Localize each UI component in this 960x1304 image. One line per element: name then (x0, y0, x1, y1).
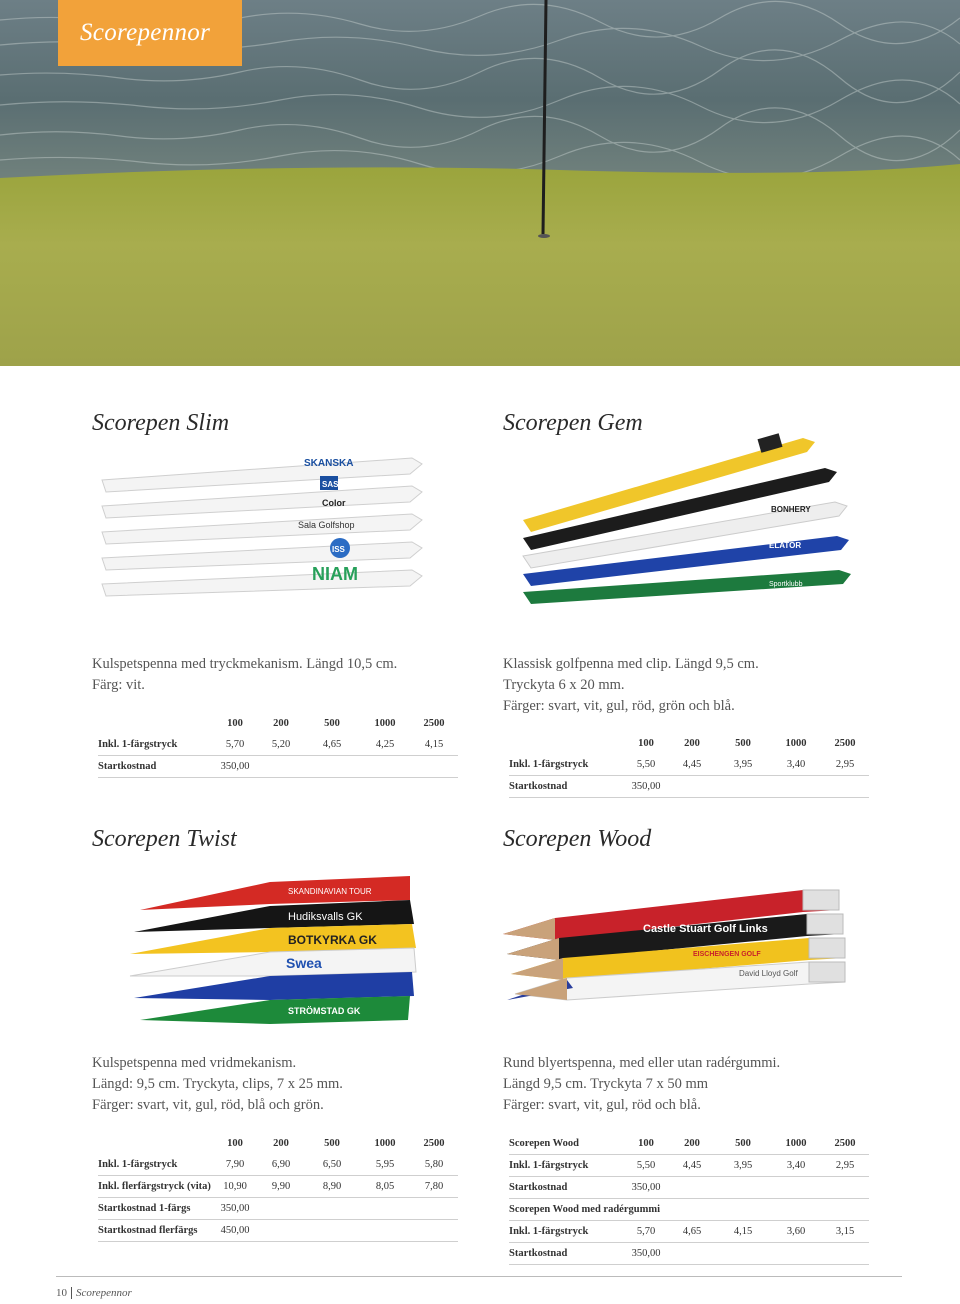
table-cell: 5,50 (623, 1155, 669, 1177)
table-cell (821, 776, 869, 798)
table-cell: Scorepen Wood med radérgummi (509, 1199, 869, 1221)
table-header (509, 733, 623, 754)
table-header: 2500 (423, 1138, 445, 1149)
table-cell (771, 1243, 821, 1265)
table-cell: 5,70 (623, 1221, 669, 1243)
desc-line: Rund blyertspenna, med eller utan radérgummi. (503, 1055, 781, 1071)
logo-sala: Sala Golfshop (298, 520, 355, 530)
table-row (509, 776, 869, 798)
pencils-image (503, 876, 859, 1006)
table-cell: 4,15 (410, 734, 458, 756)
table-cell (360, 1198, 410, 1220)
table-cell (258, 756, 304, 778)
table-cell: 350,00 (212, 756, 258, 778)
table-row (509, 1155, 869, 1177)
table-cell: Inkl. 1-färgstryck (509, 754, 623, 776)
table-header: 100 (227, 718, 243, 729)
table-header: 1000 (374, 1138, 396, 1149)
product-desc-gem (503, 654, 759, 717)
table-cell: 450,00 (212, 1220, 258, 1242)
table-header: 500 (715, 1133, 771, 1155)
logo-castle-stuart: Castle Stuart Golf Links (643, 923, 768, 935)
table-header: 1000 (374, 718, 396, 729)
table-cell: Inkl. 1-färgstryck (509, 1221, 623, 1243)
table-cell: 3,95 (715, 754, 771, 776)
table-row (509, 754, 869, 776)
table-cell (669, 776, 715, 798)
table-row (509, 1243, 869, 1265)
table-cell: Startkostnad 1-färgs (98, 1198, 212, 1220)
desc-line: Kulspetspenna med tryckmekanism. Längd 10,5 cm. (92, 656, 398, 672)
table-row (98, 756, 458, 778)
table-cell: 4,45 (669, 754, 715, 776)
table-cell (715, 1177, 771, 1199)
table-cell (771, 1177, 821, 1199)
table-cell: 6,90 (258, 1154, 304, 1176)
product-title-wood: Scorepen Wood (503, 826, 652, 852)
table-header: 200 (669, 1133, 715, 1155)
logo-botkyrka: BOTKYRKA GK (288, 933, 377, 947)
table-header: 200 (684, 738, 700, 749)
table-header: 100 (623, 1133, 669, 1155)
table-cell: Startkostnad (509, 1177, 623, 1199)
table-cell (410, 756, 458, 778)
table-header: 200 (273, 718, 289, 729)
product-desc-slim (92, 654, 397, 696)
desc-line: Kulspetspenna med vridmekanism. (92, 1055, 297, 1071)
page-number: 10 (56, 1287, 72, 1299)
table-cell (821, 1243, 869, 1265)
table-header: 500 (324, 718, 340, 729)
table-cell: 5,20 (258, 734, 304, 756)
table-cell: 8,90 (304, 1176, 360, 1198)
table-cell: 3,40 (771, 754, 821, 776)
table-cell: 5,95 (360, 1154, 410, 1176)
table-header: 2500 (834, 738, 856, 749)
table-cell (360, 1220, 410, 1242)
table-cell (771, 776, 821, 798)
table-cell (360, 756, 410, 778)
table-header: 1000 (771, 1133, 821, 1155)
table-header: 500 (735, 738, 751, 749)
table-header: 500 (324, 1138, 340, 1149)
desc-line: Färger: svart, vit, gul, röd och blå. (503, 1097, 701, 1113)
logo-stromstad: STRÖMSTAD GK (288, 1006, 361, 1016)
table-cell: 5,80 (410, 1154, 458, 1176)
product-title-twist: Scorepen Twist (92, 826, 237, 852)
table-cell: Inkl. 1-färgstryck (98, 734, 212, 756)
white-pens-image (92, 440, 442, 620)
logo-eischengen: EISCHENGEN GOLF (693, 951, 761, 958)
table-cell: 4,65 (304, 734, 360, 756)
table-cell (410, 1220, 458, 1242)
table-row (509, 1221, 869, 1243)
svg-text:ISS: ISS (332, 545, 345, 554)
table-cell: 4,45 (669, 1155, 715, 1177)
table-row (509, 1199, 869, 1221)
logo-color: Color (322, 498, 346, 508)
desc-line: Längd: 9,5 cm. Tryckyta, clips, 7 x 25 mm. (92, 1076, 343, 1092)
table-header: 2500 (423, 718, 445, 729)
logo-bonhery: BONHERY (771, 505, 811, 514)
table-cell: Startkostnad (509, 776, 623, 798)
logo-niam: NIAM (312, 564, 358, 584)
desc-line: Längd 9,5 cm. Tryckyta 7 x 50 mm (503, 1076, 709, 1092)
logo-hudiksvall: Hudiksvalls GK (288, 911, 363, 923)
table-header: 1000 (785, 738, 807, 749)
product-desc-twist (92, 1053, 343, 1116)
table-cell: 5,50 (623, 754, 669, 776)
table-header: 2500 (821, 1133, 869, 1155)
table-header: 200 (273, 1138, 289, 1149)
table-row (98, 1154, 458, 1176)
svg-text:SAS: SAS (322, 480, 339, 489)
table-cell (669, 1177, 715, 1199)
table-row (98, 734, 458, 756)
logo-skanska: SKANSKA (304, 458, 354, 469)
table-cell (258, 1198, 304, 1220)
table-cell: 3,40 (771, 1155, 821, 1177)
footer-section-name: Scorepennor (76, 1287, 132, 1299)
table-cell: Startkostnad flerfärgs (98, 1220, 212, 1242)
table-row (509, 1177, 869, 1199)
table-cell: 3,60 (771, 1221, 821, 1243)
colored-clip-pens-image (503, 428, 867, 628)
table-cell (304, 756, 360, 778)
table-cell (304, 1198, 360, 1220)
table-cell: 7,80 (410, 1176, 458, 1198)
table-cell: Startkostnad (98, 756, 212, 778)
table-cell: 5,70 (212, 734, 258, 756)
product-title-slim: Scorepen Slim (92, 410, 230, 436)
product-title-gem: Scorepen Gem (503, 410, 643, 436)
table-header (98, 713, 212, 734)
table-cell: 8,05 (360, 1176, 410, 1198)
table-cell (258, 1220, 304, 1242)
table-cell: 2,95 (821, 1155, 869, 1177)
table-cell (304, 1220, 360, 1242)
table-cell: 7,90 (212, 1154, 258, 1176)
logo-elator: ELATOR (769, 541, 802, 550)
table-cell: Inkl. 1-färgstryck (98, 1154, 212, 1176)
desc-line: Färger: svart, vit, gul, röd, grön och blå. (503, 698, 735, 714)
table-cell: 4,25 (360, 734, 410, 756)
desc-line: Klassisk golfpenna med clip. Längd 9,5 cm. (503, 656, 759, 672)
price-table-twist (98, 1133, 458, 1242)
table-header (98, 1133, 212, 1154)
price-table-slim (98, 713, 458, 778)
page-footer (56, 1287, 132, 1299)
table-row (98, 1198, 458, 1220)
table-cell: Startkostnad (509, 1243, 623, 1265)
logo-david-lloyd: David Lloyd Golf (739, 969, 798, 978)
table-cell: 350,00 (623, 1177, 669, 1199)
table-cell (821, 1177, 869, 1199)
hero-image (0, 0, 960, 366)
section-badge (58, 0, 242, 66)
table-cell: Inkl. flerfärgstryck (vita) (98, 1176, 212, 1198)
price-table-wood (509, 1133, 869, 1265)
table-cell: 3,95 (715, 1155, 771, 1177)
table-header: Scorepen Wood (509, 1133, 623, 1155)
footer-divider (56, 1276, 902, 1277)
table-cell: 350,00 (623, 776, 669, 798)
desc-line: Tryckyta 6 x 20 mm. (503, 677, 625, 693)
logo-skandinavian: SKANDINAVIAN TOUR (288, 887, 372, 896)
price-table-gem (509, 733, 869, 798)
table-header: 100 (227, 1138, 243, 1149)
table-cell (715, 1243, 771, 1265)
twist-pens-image (110, 866, 430, 1042)
logo-sportklubb: Sportklubb (769, 581, 803, 588)
table-cell: 9,90 (258, 1176, 304, 1198)
desc-line: Färg: vit. (92, 677, 145, 693)
product-desc-wood (503, 1053, 780, 1116)
table-header: 100 (638, 738, 654, 749)
table-cell: 2,95 (821, 754, 869, 776)
table-cell: 6,50 (304, 1154, 360, 1176)
section-title: Scorepennor (80, 19, 211, 46)
table-cell: 4,15 (715, 1221, 771, 1243)
table-cell: 350,00 (623, 1243, 669, 1265)
table-cell: Inkl. 1-färgstryck (509, 1155, 623, 1177)
table-cell (669, 1243, 715, 1265)
desc-line: Färger: svart, vit, gul, röd, blå och grön. (92, 1097, 324, 1113)
table-cell: 3,15 (821, 1221, 869, 1243)
table-cell: 10,90 (212, 1176, 258, 1198)
table-cell (715, 776, 771, 798)
table-cell (410, 1198, 458, 1220)
table-cell: 4,65 (669, 1221, 715, 1243)
logo-swea: Swea (286, 955, 322, 971)
table-row (98, 1176, 458, 1198)
table-row (98, 1220, 458, 1242)
table-cell: 350,00 (212, 1198, 258, 1220)
